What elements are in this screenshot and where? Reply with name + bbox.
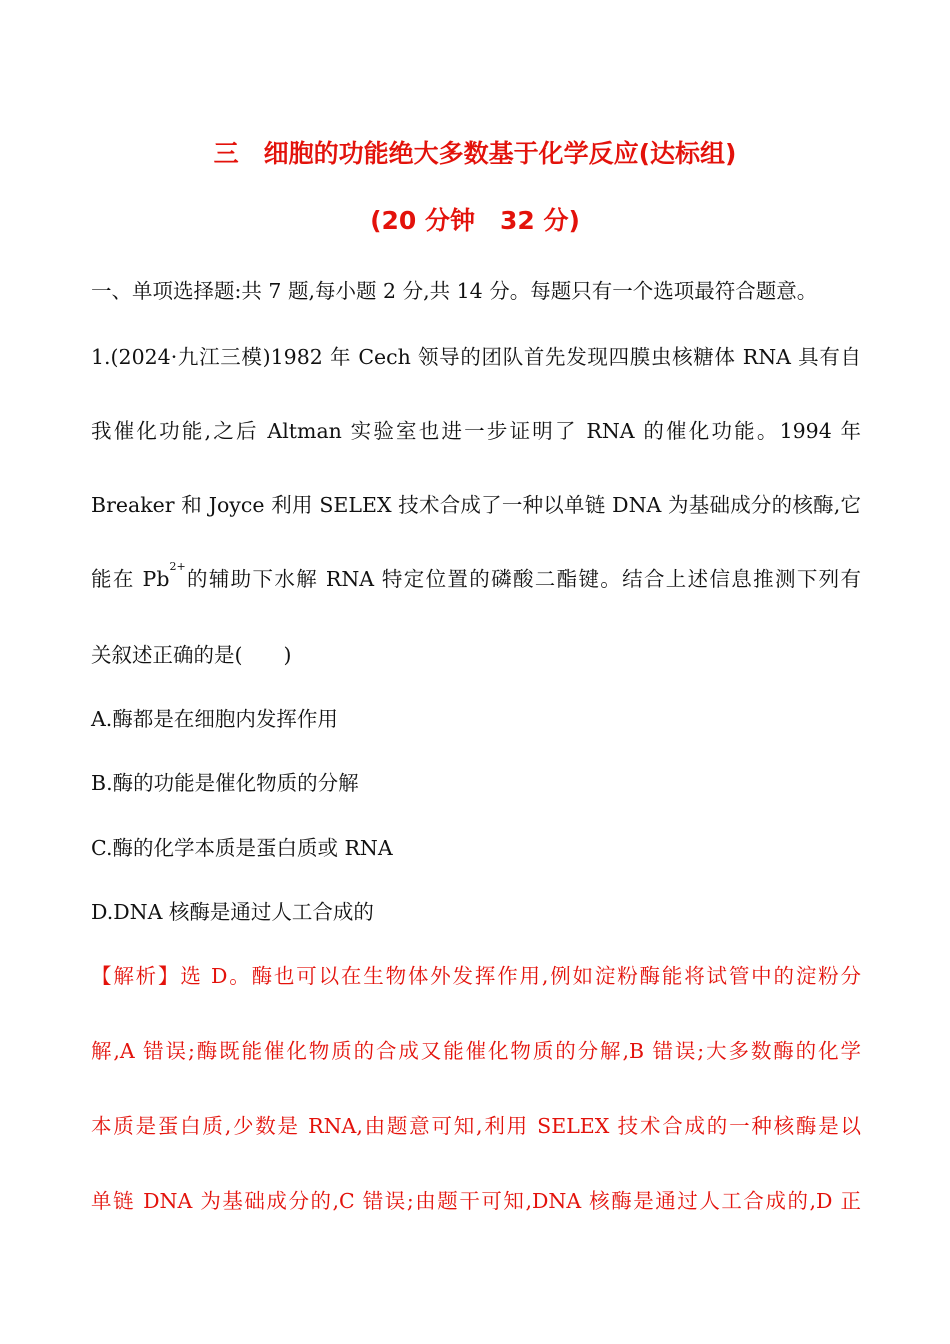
question-line: 1.(2024·九江三模)1982 年 Cech 领导的团队首先发现四膜虫核糖体 RNA 具有自 xyxy=(91,345,861,369)
superscript: 2+ xyxy=(169,560,186,573)
question-line xyxy=(91,562,861,592)
option-b: B.酶的功能是催化物质的分解 xyxy=(91,771,359,795)
question-line: 关叙述正确的是( ) xyxy=(91,643,292,667)
question-line: 我催化功能,之后 Altman 实验室也进一步证明了 RNA 的催化功能。1994 年 xyxy=(91,419,861,443)
option-a: A.酶都是在细胞内发挥作用 xyxy=(91,707,338,731)
analysis-line: 【解析】选 D。酶也可以在生物体外发挥作用,例如淀粉酶能将试管中的淀粉分 xyxy=(91,964,861,988)
section-heading: 一、单项选择题:共 7 题,每小题 2 分,共 14 分。每题只有一个选项最符合题意。 xyxy=(91,279,818,303)
analysis-line: 解,A 错误;酶既能催化物质的合成又能催化物质的分解,B 错误;大多数酶的化学 xyxy=(91,1039,861,1063)
question-text: 能在 Pb xyxy=(91,567,170,591)
question-line: Breaker 和 Joyce 利用 SELEX 技术合成了一种以单链 DNA 为基础成分的核酶,它 xyxy=(91,493,861,517)
analysis-line: 本质是蛋白质,少数是 RNA,由题意可知,利用 SELEX 技术合成的一种核酶是以 xyxy=(91,1114,861,1138)
question-text: 的辅助下水解 RNA 特定位置的磷酸二酯键。结合上述信息推测下列有 xyxy=(185,567,861,591)
option-d: D.DNA 核酶是通过人工合成的 xyxy=(91,900,374,924)
page-subtitle: (20 分钟 32 分) xyxy=(370,206,580,235)
page-title: 三 细胞的功能绝大多数基于化学反应(达标组) xyxy=(213,139,737,168)
option-c: C.酶的化学本质是蛋白质或 RNA xyxy=(91,836,393,860)
analysis-line: 单链 DNA 为基础成分的,C 错误;由题干可知,DNA 核酶是通过人工合成的,D 正 xyxy=(91,1189,861,1213)
